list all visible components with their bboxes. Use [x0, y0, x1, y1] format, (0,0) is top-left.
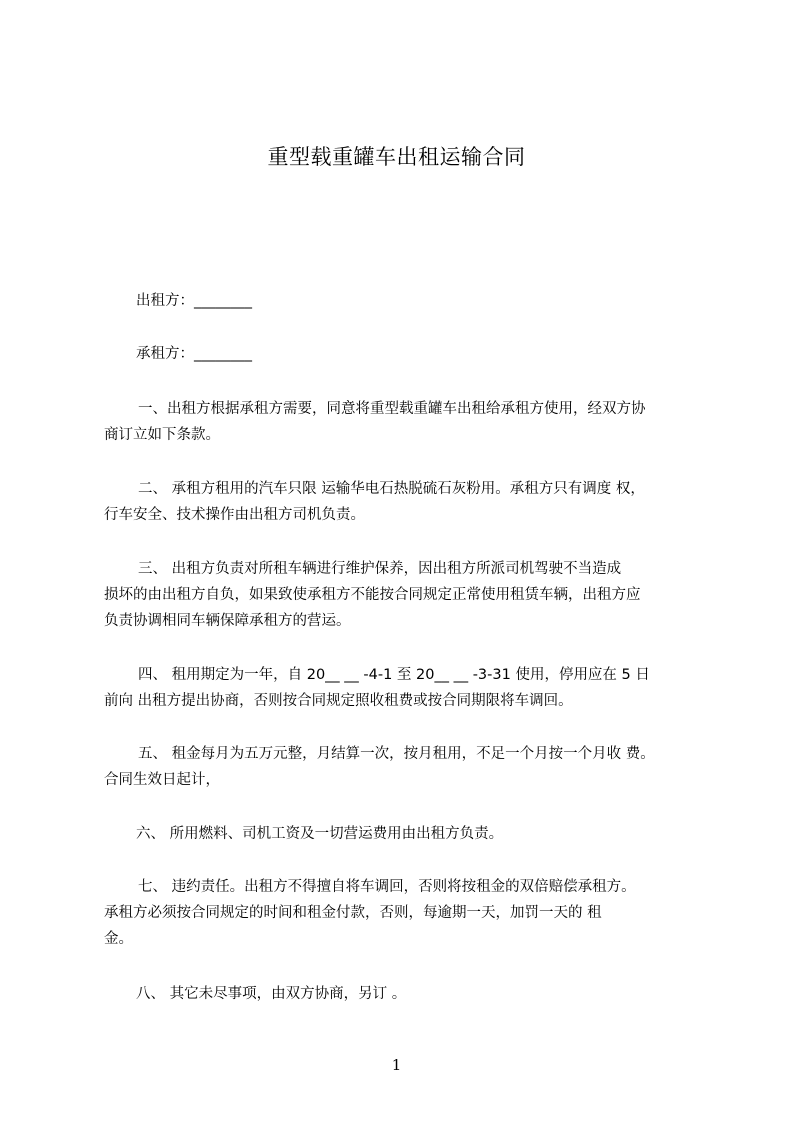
clause-line: 四、 租用期定为一年，自 20__ __ -4-1 至 20__ __ -3-31 使用，停用应在 5 日: [138, 667, 650, 683]
clause-line: 六、 所用燃料、司机工资及一切营运费用由出租方负责。: [136, 826, 504, 842]
clause-3: [104, 556, 704, 634]
clause-line: 合同生效日起计，: [104, 772, 220, 788]
clause-line: 承租方必须按合同规定的时间和租金付款，否则，每逾期一天，加罚一天的 租: [104, 905, 602, 921]
clause-4: [104, 662, 704, 714]
clause-line: 五、 租金每月为五万元整，月结算一次，按月租用，不足一个月按一个月收 费。: [138, 746, 655, 762]
lessor-field: 出租方：________: [136, 293, 252, 309]
clause-1: [104, 396, 704, 448]
clause-line: 三、 出租方负责对所租车辆进行维护保养，因出租方所派司机驾驶不当造成: [138, 561, 622, 577]
lessee-field: 承租方：________: [136, 346, 252, 362]
clause-line: 损坏的由出租方自负，如果致使承租方不能按合同规定正常使用租赁车辆，出租方应: [104, 587, 641, 603]
clause-6: [104, 821, 704, 847]
clause-7: [104, 874, 704, 952]
clause-8: [104, 981, 704, 1007]
clause-line: 七、 违约责任。出租方不得擅自将车调回，否则将按租金的双倍赔偿承租方。: [138, 879, 636, 895]
clause-line: 前向 出租方提出协商，否则按合同规定照收租费或按合同期限将车调回。: [104, 693, 573, 709]
clause-line: 八、 其它未尽事项，由双方协商，另订 。: [136, 986, 407, 1002]
clause-5: [104, 741, 704, 793]
clause-line: 二、 承租方租用的汽车只限 运输华电石热脱硫石灰粉用。承租方只有调度 权，: [138, 481, 645, 497]
page-number: 1: [391, 1056, 402, 1074]
clause-2: [104, 476, 704, 528]
document-title: 重型载重罐车出租运输合同: [267, 145, 526, 169]
clause-line: 行车安全、技术操作由出租方司机负责。: [104, 507, 365, 523]
clause-line: 商订立如下条款。: [104, 427, 220, 443]
clause-line: 负责协调相同车辆保障承租方的营运。: [104, 613, 351, 629]
clause-line: 金。: [104, 931, 133, 947]
clause-line: 一、出租方根据承租方需要，同意将重型载重罐车出租给承租方使用，经双方协: [138, 401, 646, 417]
